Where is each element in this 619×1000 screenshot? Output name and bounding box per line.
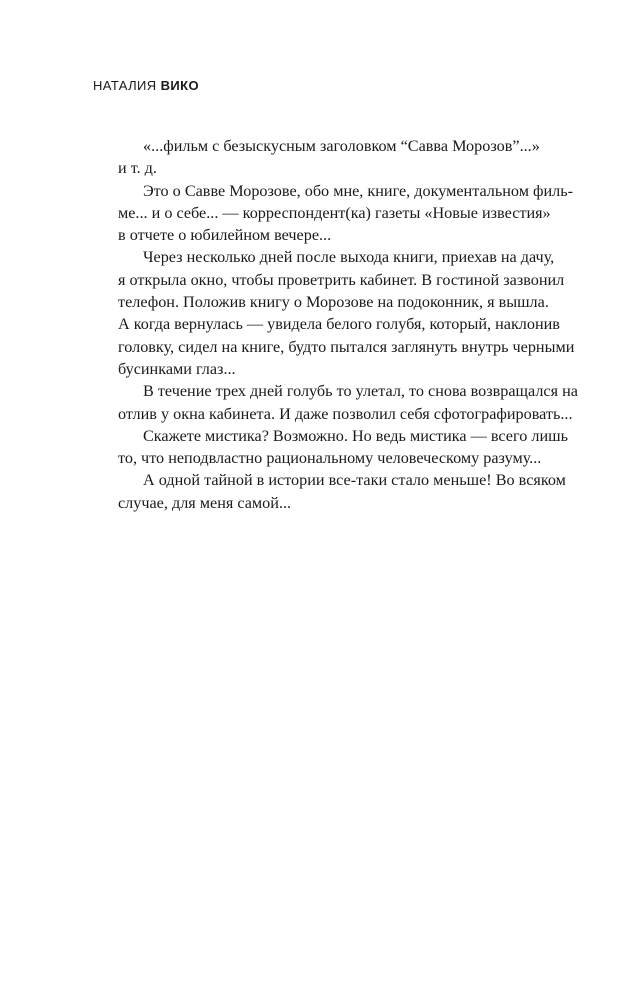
text-line: ме... и о себе... — корреспондент(ка) газеты «Новые известия»: [118, 203, 551, 222]
paragraph-4: [93, 380, 578, 425]
paragraph-3: [93, 246, 575, 380]
text-line: «...фильм с безыскусным заголовком “Савва Морозов”...»: [143, 137, 540, 155]
text-line: Это о Савве Морозове, обо мне, книге, документальном филь-: [143, 181, 574, 200]
text-line: отлив у окна кабинета. И даже позволил себя сфотографировать...: [118, 404, 573, 423]
body-text: [93, 135, 578, 514]
paragraph-1: [93, 135, 540, 180]
text-line: то, что неподвластно рациональному человеческому разуму...: [118, 449, 542, 468]
text-line: в отчете о юбилейном вечере...: [118, 226, 332, 245]
paragraph-5: [93, 425, 568, 470]
text-line: А когда вернулась — увидела белого голубя, который, наклонив: [118, 315, 560, 334]
text-line: я открыла окно, чтобы проветрить кабинет. В гостиной зазвонил: [118, 270, 565, 289]
text-line: А одной тайной в истории все-таки стало меньше! Во всяком: [143, 471, 566, 490]
text-line: головку, сидел на книге, будто пытался заглянуть внутрь черными: [118, 337, 575, 356]
text-line: Через несколько дней после выхода книги, приехав на дачу,: [143, 248, 555, 267]
text-line: телефон. Положив книгу о Морозове на подоконник, я вышла.: [118, 293, 549, 312]
text-line: случае, для меня самой...: [118, 493, 292, 512]
text-line: бусинками глаз...: [118, 359, 236, 378]
text-line: Скажете мистика? Возможно. Но ведь мистика — всего лишь: [143, 426, 568, 445]
text-line: и т. д.: [118, 159, 157, 178]
running-header: [93, 78, 199, 93]
text-line: В течение трех дней голубь то улетал, то снова возвращался на: [143, 382, 578, 401]
paragraph-6: [93, 469, 566, 514]
author-last-name: ВИКО: [160, 78, 199, 93]
author-first-name: НАТАЛИЯ: [93, 78, 157, 93]
paragraph-2: [93, 180, 574, 247]
